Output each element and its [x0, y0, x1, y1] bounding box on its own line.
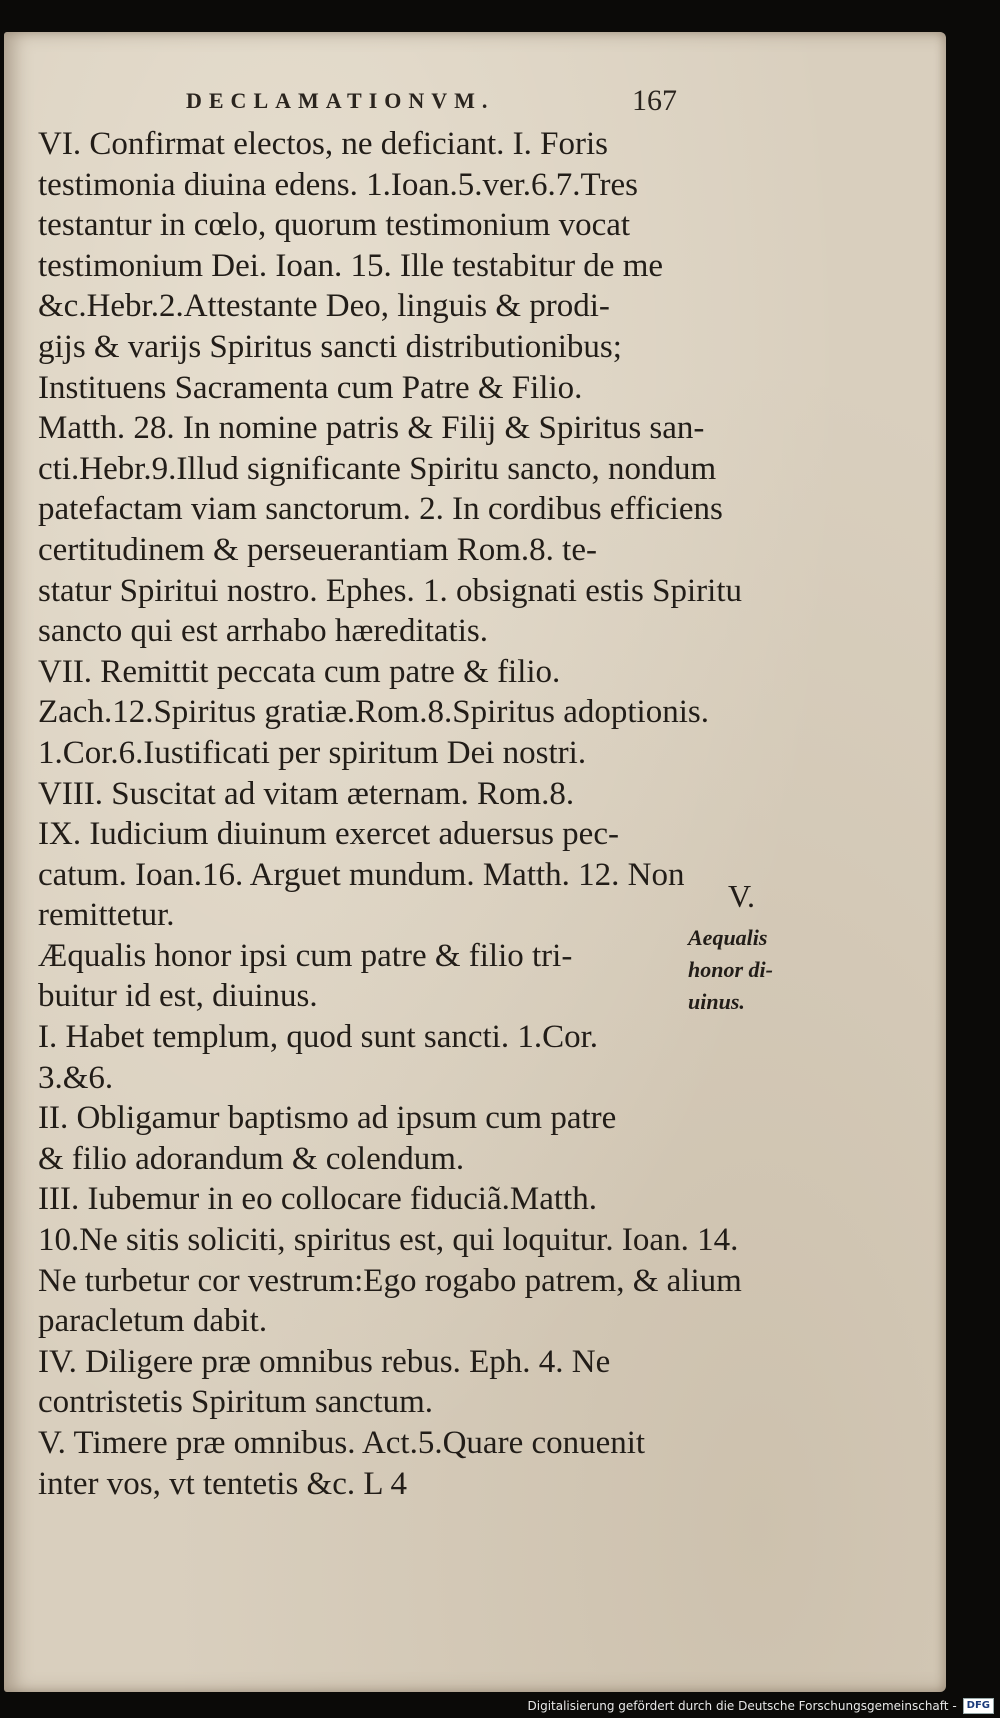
- text-line: & filio adorandum & colendum.: [38, 1140, 465, 1177]
- text-line: Instituens Sacramenta cum Patre & Filio.: [38, 369, 583, 406]
- text-line: cti.Hebr.9.Illud significante Spiritu sancto, nondum: [38, 450, 717, 487]
- text-line: testantur in cœlo, quorum testimonium vocat: [38, 207, 631, 244]
- text-line: V. Timere præ omnibus. Act.5.Quare conuenit: [38, 1425, 646, 1461]
- text-line: catum. Ioan.16. Arguet mundum. Matth. 12. Non: [38, 856, 685, 893]
- text-line: IX. Iudicium diuinum exercet aduersus pec-: [38, 816, 619, 853]
- text-line: 3.&6.: [38, 1059, 114, 1096]
- text-line: certitudinem & perseuerantiam Rom.8. te-: [38, 531, 597, 568]
- page-number: 167: [632, 84, 677, 117]
- text-line: VII. Remittit peccata cum patre & filio.: [38, 653, 561, 690]
- dfg-logo: DFG: [963, 1698, 994, 1714]
- text-line: 10.Ne sitis soliciti, spiritus est, qui loquitur. Ioan. 14.: [38, 1222, 739, 1259]
- text-line: buitur id est, diuinus.: [38, 978, 318, 1015]
- text-line: paracletum dabit.: [38, 1303, 268, 1340]
- text-line: Ne turbetur cor vestrum:Ego rogabo patrem, & alium: [38, 1262, 742, 1299]
- funding-credit-text: Digitalisierung gefördert durch die Deutsche Forschungsgemeinschaft -: [527, 1699, 957, 1713]
- text-line: contristetis Spiritum sanctum.: [38, 1384, 434, 1421]
- funding-credit: [528, 1698, 995, 1714]
- marginal-note: [688, 878, 828, 1018]
- marginal-line: uinus.: [688, 989, 745, 1014]
- page-header: [0, 84, 1000, 122]
- marginal-numeral: V.: [728, 878, 755, 914]
- text-line: Æqualis honor ipsi cum patre & filio tri-: [38, 937, 573, 974]
- text-line: IV. Diligere præ omnibus rebus. Eph. 4. Ne: [38, 1343, 611, 1380]
- text-line: remittetur.: [38, 897, 175, 934]
- marginal-line: Aequalis: [688, 925, 768, 950]
- text-line: testimonium Dei. Ioan. 15. Ille testabitur de me: [38, 247, 664, 284]
- text-line: VIII. Suscitat ad vitam æternam. Rom.8.: [38, 775, 575, 812]
- text-line: sancto qui est arrhabo hæreditatis.: [38, 613, 488, 650]
- text-line: patefactam viam sanctorum. 2. In cordibus efficiens: [38, 491, 723, 528]
- text-line: II. Obligamur baptismo ad ipsum cum patre: [38, 1100, 617, 1137]
- text-line: &c.Hebr.2.Attestante Deo, linguis & prodi-: [38, 288, 610, 325]
- text-line: Matth. 28. In nomine patris & Filij & Spiritus san-: [38, 410, 705, 447]
- text-line: I. Habet templum, quod sunt sancti. 1.Cor.: [38, 1019, 599, 1056]
- text-line: Zach.12.Spiritus gratiæ.Rom.8.Spiritus adoptionis.: [38, 694, 709, 731]
- text-line: gijs & varijs Spiritus sancti distributionibus;: [38, 328, 622, 365]
- text-line: 1.Cor.6.Iustificati per spiritum Dei nostri.: [38, 734, 587, 771]
- running-title: DECLAMATIONVM.: [186, 88, 495, 113]
- text-line: inter vos, vt tentetis &c. L 4: [38, 1465, 408, 1502]
- text-line: statur Spiritui nostro. Ephes. 1. obsignati estis Spiritu: [38, 572, 742, 609]
- text-line: VI. Confirmat electos, ne deficiant. I. Foris: [38, 126, 609, 162]
- marginal-line: honor di-: [688, 957, 773, 982]
- text-line: testimonia diuina edens. 1.Ioan.5.ver.6.7.Tres: [38, 166, 639, 203]
- text-line: III. Iubemur in eo collocare fiduciã.Matth.: [38, 1181, 597, 1218]
